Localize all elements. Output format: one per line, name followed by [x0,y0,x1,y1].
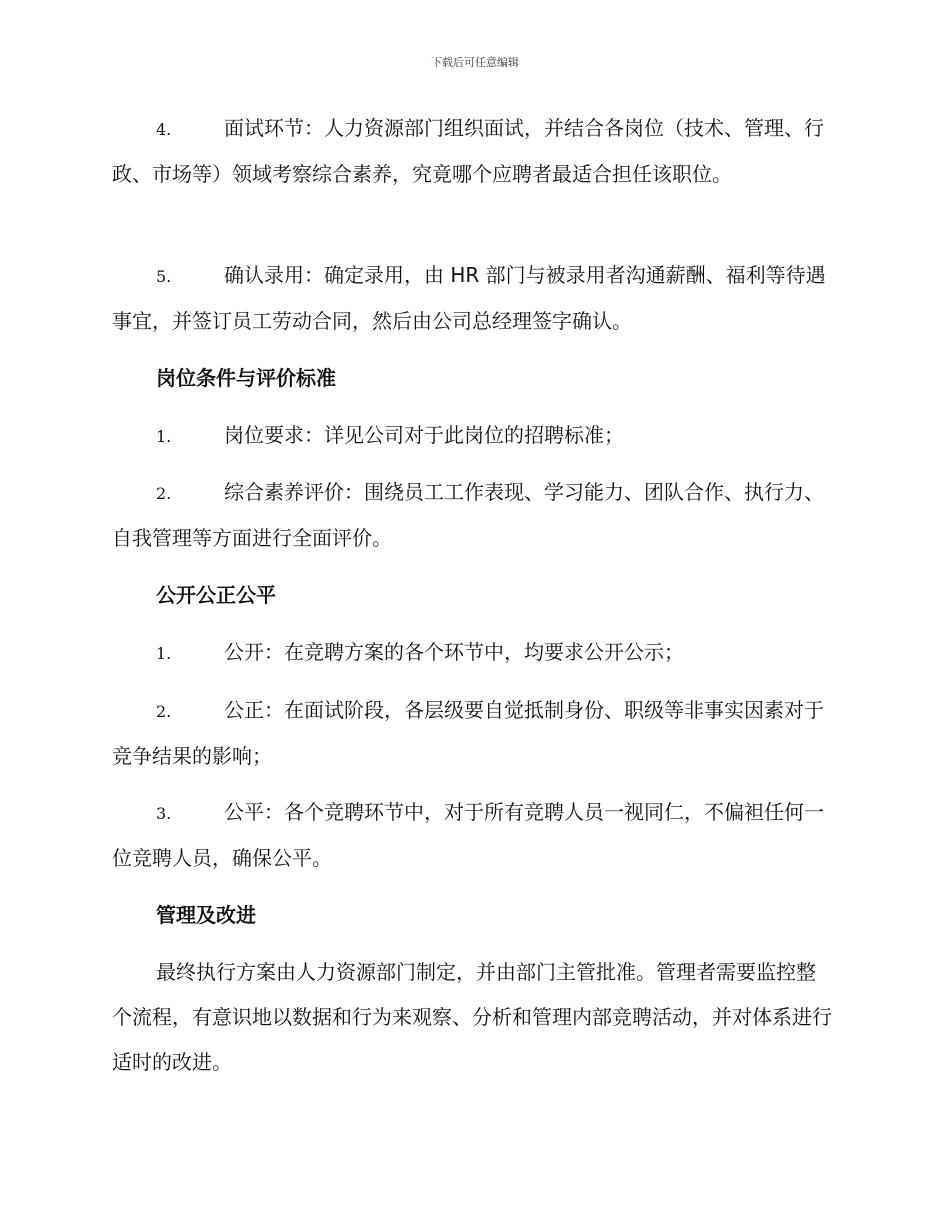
list-number: 5. [156,267,172,286]
paragraph-management: 最终执行方案由人力资源部门制定，并由部门主管批准。管理者需要监控整个流程，有意识地以数据和行为来观察、分析和管理内部竞聘活动，并对体系进行适时的改进。 [112,960,832,1074]
list-number: 2. [156,702,172,721]
list-number: 1. [156,644,172,663]
list-item-just [112,688,834,779]
list-text: 公正：在面试阶段，各层级要自觉抵制身份、职级等非事实因素对于竞争结果的影响； [112,698,824,768]
list-item-evaluation [112,470,834,561]
list-item-hire [112,253,834,344]
list-text: 综合素养评价：围绕员工工作表现、学习能力、团队合作、执行力、自我管理等方面进行全面评价。 [112,480,824,550]
list-item-fair [112,790,834,881]
list-number: 2. [156,484,172,503]
list-text: 岗位要求：详见公司对于此岗位的招聘标准； [224,423,624,447]
list-text: 公开：在竞聘方案的各个环节中，均要求公开公示； [224,640,684,664]
section-heading-management: 管理及改进 [156,903,256,927]
list-item-interview [112,106,834,197]
section-heading-criteria: 岗位条件与评价标准 [156,366,336,390]
list-number: 1. [156,427,172,446]
list-item-requirements [112,413,834,459]
section-heading-fairness: 公开公正公平 [156,583,276,607]
list-text: 面试环节：人力资源部门组织面试，并结合各岗位（技术、管理、行政、市场等）领域考察综合素养，究竟哪个应聘者最适合担任该职位。 [112,116,824,186]
list-number: 3. [156,804,172,823]
list-item-open [112,630,834,676]
page-header: 下载后可任意编辑 [431,56,519,69]
list-text: 确认录用：确定录用，由 HR 部门与被录用者沟通薪酬、福利等待遇事宜，并签订员工劳动合同，然后由公司总经理签字确认。 [112,263,826,333]
list-text: 公平：各个竞聘环节中，对于所有竞聘人员一视同仁，不偏袒任何一位竞聘人员，确保公平。 [112,800,824,870]
list-number: 4. [156,120,172,139]
